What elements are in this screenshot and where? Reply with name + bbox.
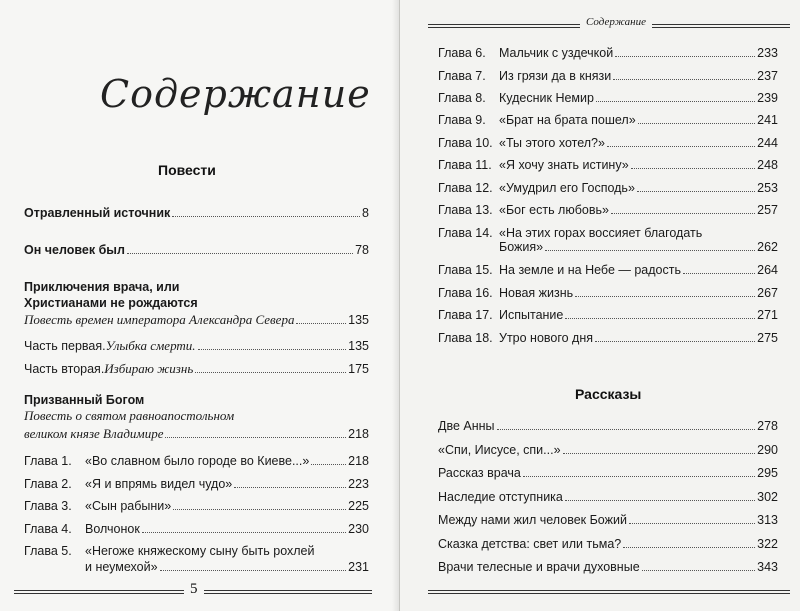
dot-leader — [160, 570, 347, 571]
chapter-entry[interactable] — [438, 180, 778, 196]
chapter-title-continued: Божия» — [499, 240, 544, 254]
story-entry[interactable] — [438, 536, 778, 552]
chapter-title: «Умудрил его Господь» — [499, 181, 635, 195]
entry-part-label: Часть первая. — [24, 339, 106, 353]
story-title: Между нами жил человек Божий — [438, 513, 627, 527]
chapter-number: Глава 6. — [438, 46, 486, 60]
chapter-number: Глава 10. — [438, 136, 493, 150]
dot-leader — [195, 372, 346, 373]
story-entry[interactable] — [438, 489, 778, 505]
dot-leader — [545, 250, 755, 251]
dot-leader — [565, 500, 755, 501]
page-number: 233 — [757, 46, 778, 60]
chapter-number: Глава 18. — [438, 331, 493, 345]
page-number: 175 — [348, 362, 369, 376]
dot-leader — [173, 509, 346, 510]
chapter-entry[interactable] — [85, 559, 369, 575]
story-title: «Спи, Иисусе, спи...» — [438, 443, 561, 457]
toc-entry[interactable] — [24, 242, 369, 258]
page-number: 343 — [757, 560, 778, 574]
entry-title-line: Призванный Богом — [24, 393, 145, 407]
chapter-title: Волчонок — [85, 522, 140, 536]
page-number: 264 — [757, 263, 778, 277]
chapter-entry[interactable] — [438, 330, 778, 346]
chapter-number: Глава 2. — [24, 477, 72, 491]
page-number: 290 — [757, 443, 778, 457]
chapter-number: Глава 13. — [438, 203, 493, 217]
chapter-title: Мальчик с уздечкой — [499, 46, 614, 60]
page-number: 278 — [757, 419, 778, 433]
dot-leader — [611, 213, 755, 214]
chapter-entry[interactable] — [438, 45, 778, 61]
entry-title: Он человек был — [24, 243, 125, 257]
story-title: Наследие отступника — [438, 490, 563, 504]
story-title: Сказка детства: свет или тьма? — [438, 537, 622, 551]
story-title: Врачи телесные и врачи духовные — [438, 560, 640, 574]
chapter-title-continued: и неумехой» — [85, 560, 158, 574]
dot-leader — [234, 487, 346, 488]
page-number-footer: 5 — [184, 581, 204, 598]
entry-title-block — [24, 279, 198, 311]
chapter-entry[interactable] — [438, 262, 778, 278]
chapter-number: Глава 12. — [438, 181, 493, 195]
page-number: 78 — [355, 243, 369, 257]
page-number: 257 — [757, 203, 778, 217]
dot-leader — [565, 318, 755, 319]
section-title-povesti: Повести — [158, 162, 216, 178]
chapter-number: Глава 1. — [24, 454, 72, 468]
dot-leader — [638, 123, 756, 124]
chapter-title: «Я и впрямь видел чудо» — [85, 477, 233, 491]
dot-leader — [642, 570, 755, 571]
entry-title-block — [24, 392, 234, 424]
toc-entry[interactable] — [24, 312, 369, 328]
story-title: Две Анны — [438, 419, 495, 433]
dot-leader — [172, 216, 360, 217]
chapter-entry[interactable] — [24, 453, 369, 469]
page-number: 262 — [757, 240, 778, 254]
running-head: Содержание — [580, 16, 652, 28]
page-number: 230 — [348, 522, 369, 536]
entry-part-title: Улыбка смерти. — [105, 338, 196, 353]
story-entry[interactable] — [438, 465, 778, 481]
chapter-number: Глава 7. — [438, 69, 486, 83]
entry-part-title: Избираю жизнь — [104, 361, 194, 376]
dot-leader — [615, 56, 755, 57]
dot-leader — [575, 296, 755, 297]
chapter-title: Испытание — [499, 308, 564, 322]
story-title: Рассказ врача — [438, 466, 521, 480]
page-title: Содержание — [100, 72, 371, 116]
story-entry[interactable] — [438, 418, 778, 434]
entry-title-line: Приключения врача, или — [24, 280, 180, 294]
entry-subtitle: Повесть времен императора Александра Севера — [24, 312, 295, 327]
chapter-number: Глава 17. — [438, 308, 493, 322]
chapter-entry[interactable] — [438, 307, 778, 323]
chapter-title: Новая жизнь — [499, 286, 574, 300]
chapter-title-line — [24, 543, 315, 559]
dot-leader — [607, 146, 755, 147]
chapter-entry[interactable] — [438, 112, 778, 128]
dot-leader — [311, 464, 346, 465]
chapter-title: На земле и на Небе — радость — [499, 263, 681, 277]
dot-leader — [296, 323, 346, 324]
dot-leader — [165, 437, 346, 438]
entry-title-line: Христианами не рождаются — [24, 296, 198, 310]
dot-leader — [563, 453, 756, 454]
chapter-entry[interactable] — [438, 202, 778, 218]
footer-rule — [428, 590, 790, 594]
page-number: 135 — [348, 339, 369, 353]
page-number: 231 — [348, 560, 369, 574]
page-number: 322 — [757, 537, 778, 551]
entry-subtitle: великом князе Владимире — [24, 426, 164, 441]
chapter-entry[interactable] — [438, 135, 778, 151]
chapter-title: «Во славном было городе во Киеве...» — [85, 454, 310, 468]
chapter-title: Из грязи да в князи — [499, 69, 612, 83]
chapter-number: Глава 15. — [438, 263, 493, 277]
chapter-entry[interactable] — [24, 521, 369, 537]
dot-leader — [613, 79, 755, 80]
toc-entry[interactable] — [24, 426, 369, 442]
chapter-entry[interactable] — [438, 157, 778, 173]
toc-entry[interactable] — [24, 338, 369, 354]
page-number: 223 — [348, 477, 369, 491]
page-number: 271 — [757, 308, 778, 322]
chapter-number: Глава 3. — [24, 499, 72, 513]
page-number: 218 — [348, 427, 369, 441]
page-number: 241 — [757, 113, 778, 127]
story-entry[interactable] — [438, 559, 778, 575]
page-number: 135 — [348, 313, 369, 327]
chapter-number: Глава 9. — [438, 113, 486, 127]
dot-leader — [683, 273, 755, 274]
chapter-title: «Бог есть любовь» — [499, 203, 609, 217]
chapter-entry[interactable] — [438, 68, 778, 84]
page-number: 218 — [348, 454, 369, 468]
chapter-title: «Ты этого хотел?» — [499, 136, 605, 150]
chapter-title: «На этих горах воссияет благодать — [499, 226, 703, 240]
chapter-title: «Я хочу знать истину» — [499, 158, 629, 172]
chapter-title: Кудесник Немир — [499, 91, 594, 105]
chapter-number: Глава 11. — [438, 158, 492, 172]
dot-leader — [637, 191, 755, 192]
page-number: 237 — [757, 69, 778, 83]
page-number: 295 — [757, 466, 778, 480]
page-number: 313 — [757, 513, 778, 527]
chapter-title: Утро нового дня — [499, 331, 594, 345]
page-number: 275 — [757, 331, 778, 345]
page-number: 302 — [757, 490, 778, 504]
page-number: 239 — [757, 91, 778, 105]
chapter-entry[interactable] — [438, 285, 778, 301]
chapter-title: «Сын рабыни» — [85, 499, 172, 513]
dot-leader — [142, 532, 346, 533]
dot-leader — [629, 523, 755, 524]
page-number: 244 — [757, 136, 778, 150]
page-number: 8 — [362, 206, 369, 220]
dot-leader — [497, 429, 756, 430]
dot-leader — [595, 341, 755, 342]
toc-entry[interactable] — [24, 361, 369, 377]
dot-leader — [596, 101, 755, 102]
entry-subtitle-line: Повесть о святом равноапостольном — [24, 408, 235, 423]
chapter-number: Глава 14. — [438, 226, 493, 240]
chapter-number: Глава 8. — [438, 91, 486, 105]
dot-leader — [631, 168, 755, 169]
chapter-number: Глава 5. — [24, 544, 72, 558]
page-number: 248 — [757, 158, 778, 172]
chapter-number: Глава 16. — [438, 286, 493, 300]
toc-entry[interactable] — [24, 205, 369, 221]
chapter-number: Глава 4. — [24, 522, 72, 536]
story-entry[interactable] — [438, 442, 778, 458]
chapter-entry[interactable] — [24, 476, 369, 492]
dot-leader — [198, 349, 347, 350]
story-entry[interactable] — [438, 512, 778, 528]
entry-title: Отравленный источник — [24, 206, 171, 220]
chapter-title: «Негоже княжескому сыну быть рохлей — [85, 544, 315, 558]
dot-leader — [127, 253, 353, 254]
dot-leader — [623, 547, 755, 548]
page-number: 267 — [757, 286, 778, 300]
page-number: 253 — [757, 181, 778, 195]
section-title-rasskazy: Рассказы — [575, 386, 642, 402]
chapter-title: «Брат на брата пошел» — [499, 113, 636, 127]
chapter-entry[interactable] — [24, 498, 369, 514]
page-number: 225 — [348, 499, 369, 513]
chapter-entry[interactable] — [499, 239, 778, 255]
chapter-entry[interactable] — [438, 90, 778, 106]
dot-leader — [523, 476, 755, 477]
entry-part-label: Часть вторая. — [24, 362, 105, 376]
